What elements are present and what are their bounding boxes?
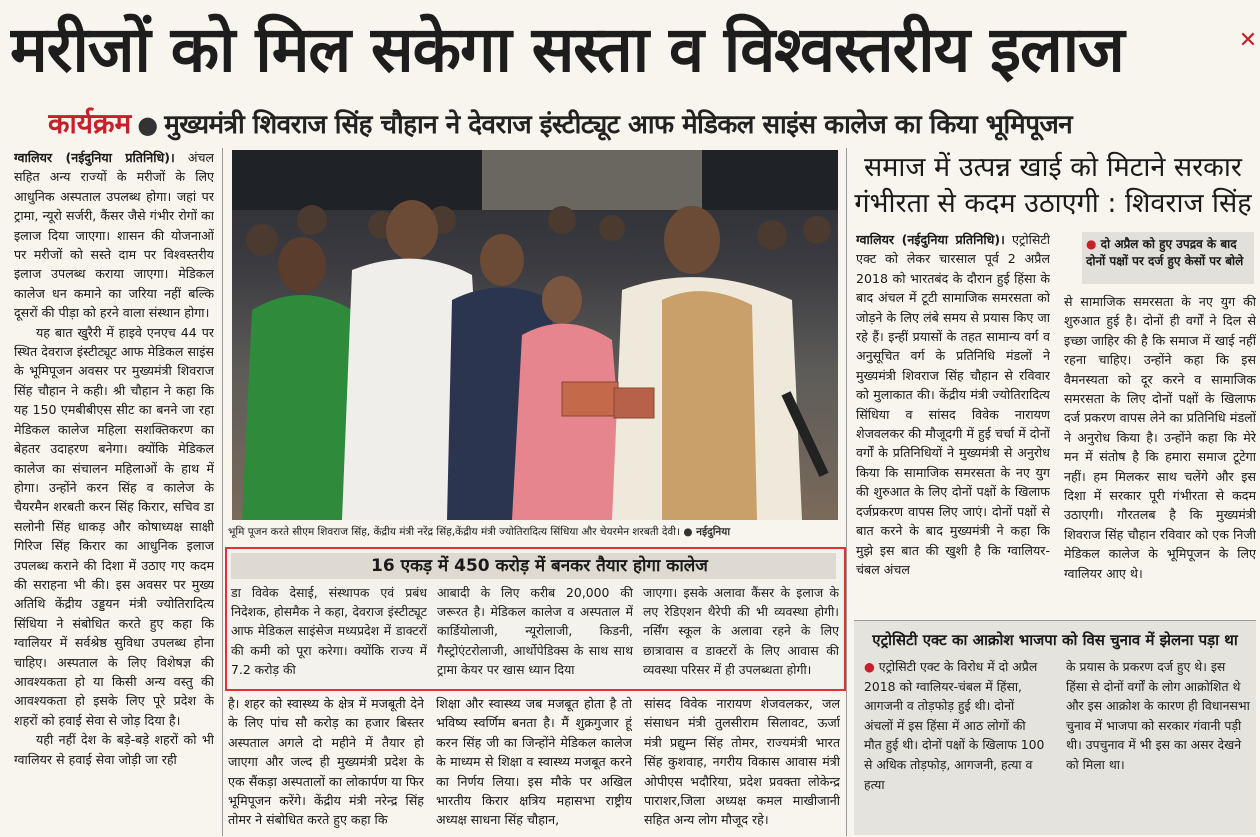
left-paragraph: यही नहीं देश के बड़े-बड़े शहरों को भी ग्वालियर से हवाई सेवा जोड़ी जा रही: [14, 732, 214, 767]
main-headline: मरीजों को मिल सकेगा सस्ता व विश्वस्तरीय इलाज: [10, 13, 1124, 86]
fact-box: [225, 547, 846, 691]
news-photo: [232, 150, 838, 520]
caption-text: भूमि पूजन करते सीएम शिवराज सिंह, केंद्रीय मंत्री नरेंद्र सिंह,केंद्रीय मंत्री ज्योतिरादित्य सिंधिया और चेयरमेन शरबती देवी।: [228, 526, 680, 538]
right-dateline: ग्वालियर (नईदुनिया प्रतिनिधि)।: [856, 232, 1005, 247]
close-icon[interactable]: ✕: [1238, 28, 1258, 53]
bullet-icon: ●: [864, 659, 879, 674]
middle-column: है। शहर को स्वास्थ्य के क्षेत्र में मजबूती देने के लिए पांच सौ करोड़ का हजार बिस्तर अस्पताल अगले दो महीने में तैयार हो जाएगा और जल्द ही मुख्यमंत्री प्रदेश के एक सैंकड़ा अस्पतालों का लोकार्पण या फिर भूमिपूजन करेंगे। केंद्रीय मंत्री नरेन्द्र सिंह तोमर ने संबोधित करते हुए कहा कि: [228, 696, 424, 828]
kicker-label: कार्यक्रम: [48, 107, 132, 140]
column-divider: [846, 148, 847, 836]
fact-box-column: डा विवेक देसाई, संस्थापक एवं प्रबंध निदेशक, होसमैक ने कहा, देवराज इंस्टीट्यूट आफ मेडिकल साइंसेज मध्यप्रदेश में डाक्टरों की कमी को पूरा करेगा। क्योंकि राज्य में 7.2 करोड़ की: [231, 585, 427, 677]
sidebar-box: [854, 620, 1256, 835]
right-story-headline: समाज में उत्पन्न खाई को मिटाने सरकार गंभीरता से कदम उठाएगी : शिवराज सिंह: [854, 152, 1252, 219]
right-column: [856, 230, 1050, 614]
right-paragraph-text: एट्रोसिटी एक्ट को लेकर चारसाल पूर्व 2 अप्रैल 2018 को भारतबंद के दौरान हुई हिंसा के बाद अंचल में टूटी सामाजिक समरसता को जोड़ने के लिए लंबे समय से प्रयास किए जा रहे हैं। इन्हीं प्रयासों के तहत सामान्य वर्ग व अनुसूचित वर्ग के प्रतिनिधि मंडलों ने मुख्यमंत्री शिवराज सिंह चौहान से रविवार को मुलाकात की। केंद्रीय मंत्री ज्योतिरादित्य सिंधिया व सांसद विवेक नारायण शेजवलकर की मौजूदगी में हुई चर्चा में दोनों वर्गों के प्रतिनिधियों ने मुख्यमंत्री से अनुरोध किया कि सामाजिक समरसता के नए युग की शुरुआत के लिए दोनों पक्षों के खिलाफ दर्जप्रकरण वापस लिए जाएं। दोनों पक्षों से बात करने के बाद मुख्यमंत्री ने कहा कि मुझे इस बात की खुशी है कि ग्वालियर-चंबल अंचल: [856, 232, 1050, 577]
left-paragraph: यह बात खुरैरी में हाइवे एनएच 44 पर स्थित देवराज इंस्टीट्यूट आफ मेडिकल साइंस के भूमिपूजन अवसर पर मुख्यमंत्री शिवराज सिंह चौहान ने कही। श्री चौहान ने कहा कि यह 150 एमबीबीएस सीट का बनने जा रहा मेडिकल कालेज महिला सशक्तिकरण का बेहतर उदाहरण बनेगा। क्योंकि मेडिकल कालेज का संचालन महिलाओं के हाथ में होगा। उन्होंने करन सिंह व कालेज के चैयरमैन शरबती करन सिंह किरार, सचिव डा सलोनी सिंह धाकड़ और कोषाध्यक्ष साक्षी गिरिज सिंह किरार का आधुनिक इलाज उपलब्ध कराने की दिशा में उठाए गए कदम की सराहना भी की। इस अवसर पर मुख्य अतिथि केंद्रीय उड्डयन मंत्री ज्योतिरादित्य सिंधिया ने संबोधित करते हुए कहा कि ग्वालियर में सर्वश्रेष्ठ सुविधा उपलब्ध होना चाहिए। अस्पताल के लिए विशेषज्ञ की आवश्यकता हो या किसी अन्य वस्तु की आवश्यकता हो इसके लिए पूरे प्रदेश के शहरों को हवाई सेवा से जोड़ दिया है।: [14, 324, 214, 728]
pull-quote-text: दो अप्रैल को हुए उपद्रव के बाद दोनों पक्षों पर दर्ज हुए केसों पर बोले: [1086, 237, 1244, 268]
photo-credit: ● नईदुनिया: [683, 526, 731, 538]
column-divider: [222, 148, 223, 836]
fact-box-title: 16 एकड़ में 450 करोड़ में बनकर तैयार होगा कालेज: [231, 553, 836, 579]
sidebar-box-text: एट्रोसिटी एक्ट के विरोध में दो अप्रैल 2018 को ग्वालियर-चंबल में हिंसा, आगजनी व तोड़फोड़ हुई थी। दोनों अंचलों में इस हिंसा में आठ लोगों की मौत हुई थी। दोनों पक्षों के खिलाफ 100 से अधिक तोड़फोड़, आगजनी, हत्या व हत्या: [864, 659, 1045, 792]
dateline: ग्वालियर (नईदुनिया प्रतिनिधि)।: [14, 150, 175, 165]
sidebar-box-column: [864, 657, 1046, 833]
photo-illustration: [232, 150, 838, 520]
subheadline-row: [48, 104, 1253, 144]
left-paragraph-text: अंचल सहित अन्य राज्यों के मरीजों के लिए आधुनिक अस्पताल उपलब्ध होगा। जहां पर ट्रामा, न्यूरो सर्जरी, कैंसर जैसे गंभीर रोगों का इलाज दिया जाएगा। शासन की योजनाओं पर मरीजों को सस्ते दाम पर विश्वस्तरीय इलाज उपलब्ध कराया जाएगा। मेडिकल कालेज धन कमाने का जरिया नहीं बल्कि दूसरों की पीड़ा को हरने वाला संस्थान होगा।: [14, 150, 214, 321]
fact-box-column: आबादी के लिए करीब 20,000 की जरूरत है। मेडिकल कालेज व अस्पताल में कार्डियोलाजी, न्यूरोलाजी, किडनी, गैस्ट्रोएंटरोलाजी, आर्थोपेडिक्स के साथ साथ ट्रामा केयर पर खास ध्यान दिया: [437, 585, 633, 677]
photo-caption: [228, 522, 840, 542]
right-column: से सामाजिक समरसता के नए युग की शुरुआत हुई है। दोनों ही वर्गों ने दिल से इच्छा जाहिर की है कि समाज में खाई नहीं रहना चाहिए। उन्होंने कहा कि इस वैमनस्यता को दूर करने व सामाजिक समरसता के लिए दोनों पक्षों के खिलाफ दर्ज प्रकरण वापस लेने का प्रतिनिधि मंडलों ने अनुरोध किया है। उन्होंने कहा कि मेरे मन में संतोष है कि हमारा समाज टूटेगा नहीं। हम मिलकर साथ चलेंगे और इस दिशा में सरकार पूरी गंभीरता से कदम उठाएगी। गौरतलब है कि मुख्यमंत्री शिवराज सिंह चौहान रविवार को एक निजी मेडिकल कालेज के भूमिपूजन के लिए ग्वालियर आए थे।: [1064, 294, 1256, 581]
fact-box-column: जाएगा। इसके अलावा कैंसर के इलाज के लए रेडिएशन थैरेपी की भी व्यवस्था होगी। नर्सिंग स्कूल के अलावा रहने के लिए छात्रावास व डाक्टरों के लिए आवास की व्यवस्था परिसर में ही उपलब्धता होगी।: [643, 585, 839, 677]
left-paragraph: [14, 148, 214, 323]
bullet-icon: ●: [1086, 237, 1101, 251]
right-paragraph: [856, 230, 1050, 579]
middle-column: सांसद विवेक नारायण शेजवलकर, जल संसाधन मंत्री तुलसीराम सिलावट, ऊर्जा मंत्री प्रद्युम्न सिंह तोमर, राज्यमंत्री भारत सिंह कुशवाह, नगरीय विकास आवास मंत्री ओपीएस भदौरिया, प्रदेश प्रवक्ता लोकेन्द्र पाराशर,जिला अध्यक्ष कमल माखीजानी सहित अन्य लोग मौजूद रहे।: [644, 696, 840, 828]
subheadline: मुख्यमंत्री शिवराज सिंह चौहान ने देवराज इंस्टीट्यूट आफ मेडिकल साइंस कालेज का किया भूमिपूजन: [164, 110, 1073, 140]
bullet-icon: ●: [137, 111, 159, 139]
sidebar-box-title: एट्रोसिटी एक्ट का आक्रोश भाजपा को विस चुनाव में झेलना पड़ा था: [872, 631, 1238, 649]
sidebar-box-column: के प्रयास के प्रकरण दर्ज हुए थे। इस हिंसा से दोनों वर्गों के लोग आक्रोशित थे और इस आक्रोश के कारण ही विधानसभा चुनाव में भाजपा को सरकार गंवानी पड़ी थी। उपचुनाव में भी इस का असर देखने को मिला था।: [1066, 659, 1250, 772]
left-column: [14, 148, 214, 836]
pull-quote: [1082, 232, 1254, 284]
middle-column: शिक्षा और स्वास्थ्य जब मजबूत होता है तो भविष्य स्वर्णिम बनता है। मैं शुक्रगुजार हूं करन सिंह जी का जिन्होंने मेडिकल कालेज के माध्यम से शिक्षा व स्वास्थ्य मजबूत करने का निर्णय लिया। इस मौके पर अखिल भारतीय किरार क्षत्रिय महासभा राष्ट्रीय अध्यक्ष साधना सिंह चौहान,: [436, 696, 632, 828]
